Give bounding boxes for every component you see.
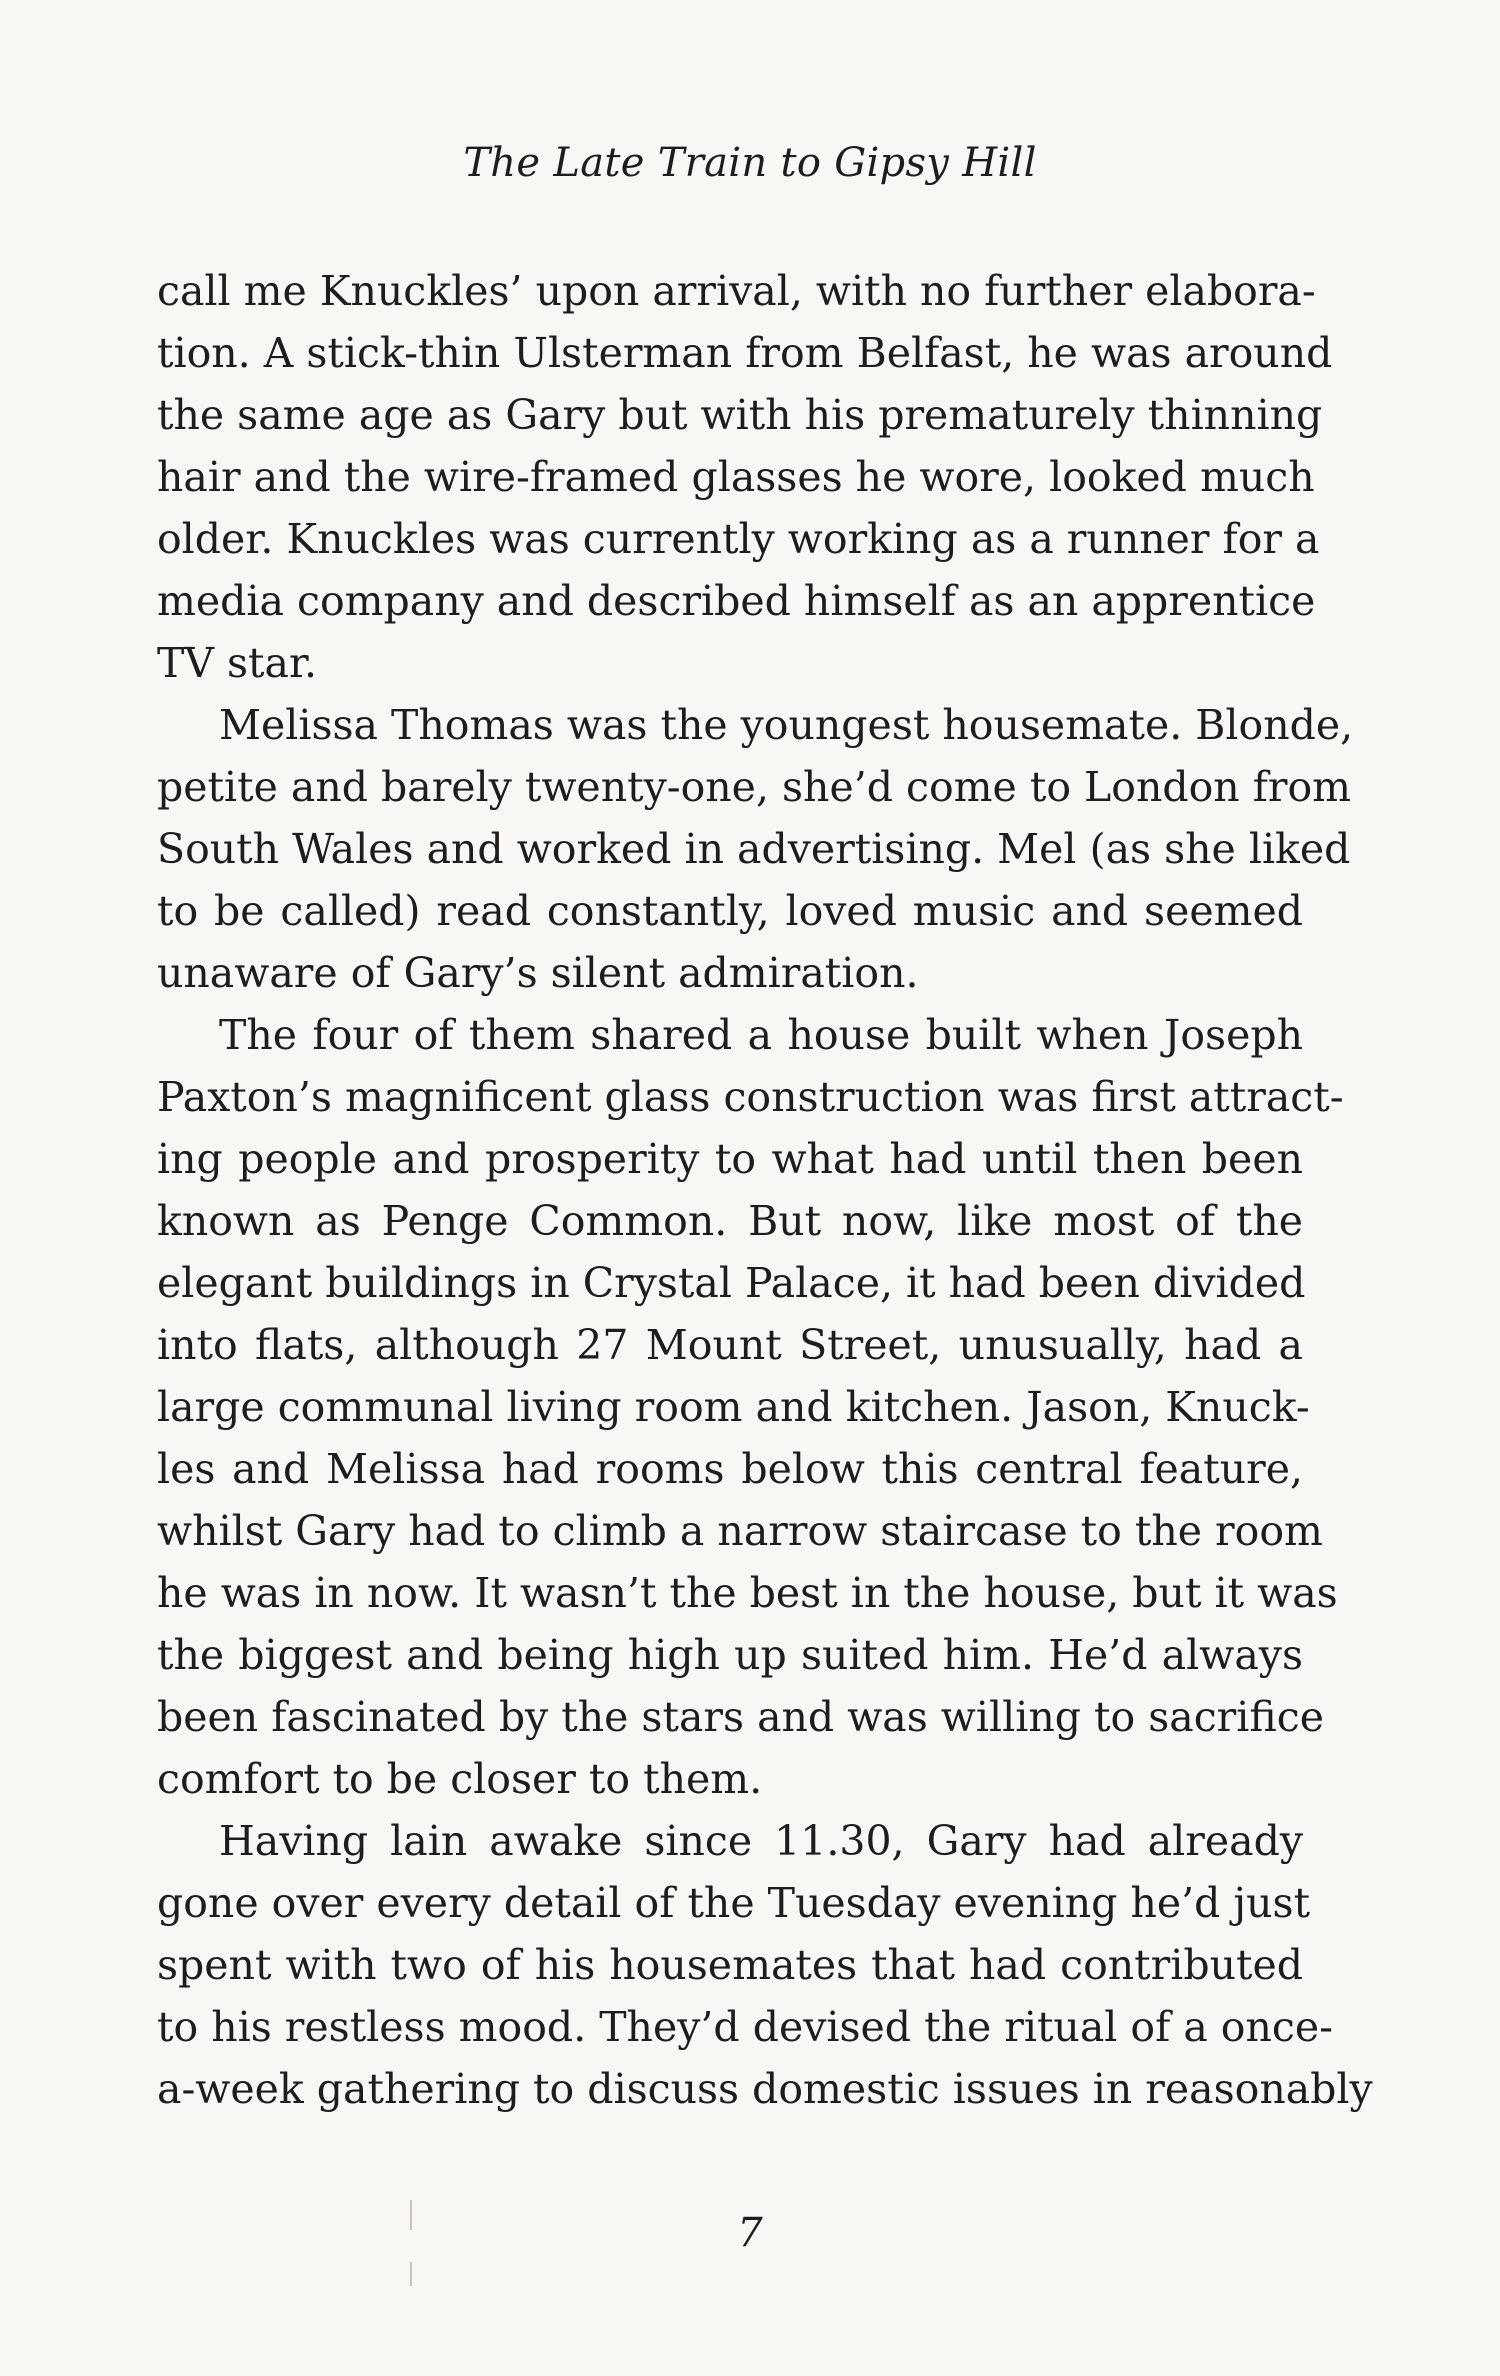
text-line: a-week gathering to discuss domestic issues in reasonably	[157, 2065, 1373, 2113]
scan-artifact	[410, 2200, 412, 2230]
text-line: to his restless mood. They’d devised the ritual of a once-	[157, 2003, 1333, 2051]
text-line: comfort to be closer to them.	[157, 1755, 763, 1803]
text-line: been fascinated by the stars and was willing to sacrifice	[157, 1693, 1324, 1741]
text-line: large communal living room and kitchen. Jason, Knuck-	[157, 1383, 1310, 1431]
text-line: ing people and prosperity to what had until then been	[157, 1135, 1303, 1183]
text-line: the same age as Gary but with his prematurely thinning	[157, 391, 1323, 439]
text-line: he was in now. It wasn’t the best in the house, but it was	[157, 1569, 1338, 1617]
text-line: media company and described himself as an apprentice	[157, 577, 1316, 625]
text-line: spent with two of his housemates that had contributed	[157, 1941, 1303, 1989]
text-line: call me Knuckles’ upon arrival, with no further elabora-	[157, 267, 1316, 315]
text-line: Having lain awake since 11.30, Gary had already	[219, 1817, 1303, 1865]
text-line: gone over every detail of the Tuesday evening he’d just	[157, 1879, 1311, 1927]
text-line: elegant buildings in Crystal Palace, it had been divided	[157, 1259, 1306, 1307]
text-line: into flats, although 27 Mount Street, unusually, had a	[157, 1321, 1303, 1369]
scan-artifact	[410, 2262, 412, 2286]
body-text	[157, 260, 1373, 2120]
text-line: The four of them shared a house built when Joseph	[219, 1011, 1303, 1059]
text-line: les and Melissa had rooms below this central feature,	[157, 1445, 1303, 1493]
text-line: the biggest and being high up suited him. He’d always	[157, 1631, 1303, 1679]
text-line: known as Penge Common. But now, like most of the	[157, 1197, 1303, 1245]
text-line: Melissa Thomas was the youngest housemate. Blonde,	[219, 701, 1354, 749]
text-line: unaware of Gary’s silent admiration.	[157, 949, 919, 997]
text-line: whilst Gary had to climb a narrow staircase to the room	[157, 1507, 1323, 1555]
text-line: TV star.	[157, 639, 318, 687]
text-line: Paxton’s magnificent glass construction was first attract-	[157, 1073, 1344, 1121]
text-line: petite and barely twenty-one, she’d come to London from	[157, 763, 1352, 811]
text-line: hair and the wire-framed glasses he wore, looked much	[157, 453, 1315, 501]
text-line: tion. A stick-thin Ulsterman from Belfast, he was around	[157, 329, 1333, 377]
text-line: older. Knuckles was currently working as a runner for a	[157, 515, 1320, 563]
text-line: to be called) read constantly, loved music and seemed	[157, 887, 1303, 935]
running-head: The Late Train to Gipsy Hill	[463, 140, 1037, 186]
text-line: South Wales and worked in advertising. Mel (as she liked	[157, 825, 1351, 873]
page-number: 7	[737, 2210, 763, 2256]
